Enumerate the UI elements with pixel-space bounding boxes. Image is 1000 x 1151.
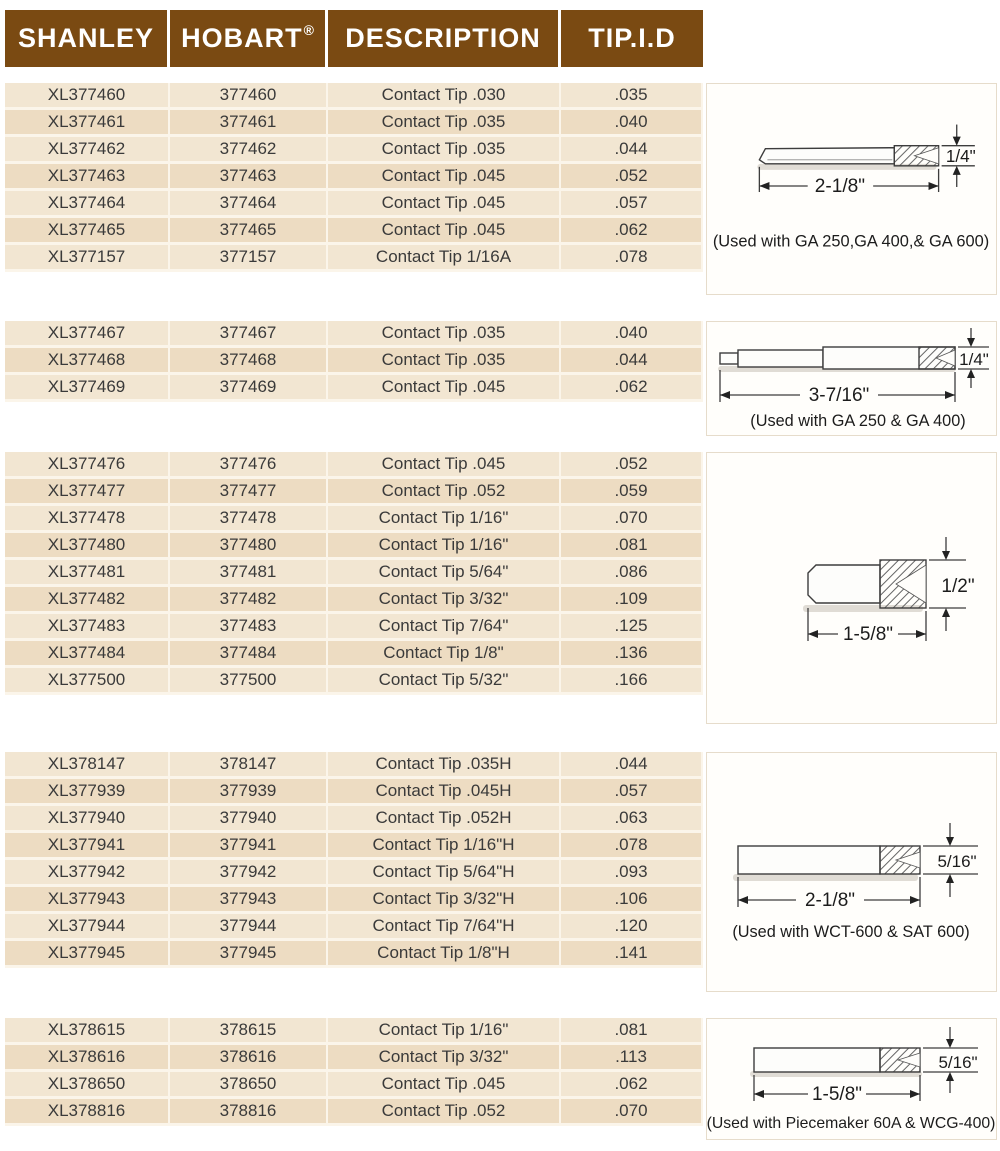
cell-tip-id: .044 xyxy=(561,752,703,779)
tip-drawing xyxy=(803,560,926,612)
cell-hobart: 377467 xyxy=(170,321,328,348)
parts-table-3 xyxy=(5,452,703,695)
length-dimension xyxy=(759,167,938,197)
cell-shanley: XL377483 xyxy=(5,614,170,641)
length-label: 1-5/8" xyxy=(842,624,894,645)
cell-shanley: XL377941 xyxy=(5,833,170,860)
catalog-section-3 xyxy=(0,452,1000,724)
cell-shanley: XL377943 xyxy=(5,887,170,914)
cell-hobart: 377483 xyxy=(170,614,328,641)
parts-table-4 xyxy=(5,752,703,968)
table-row xyxy=(5,1045,703,1072)
cell-description: Contact Tip .052H xyxy=(328,806,561,833)
column-header-hobart xyxy=(170,10,328,67)
cell-shanley: XL377481 xyxy=(5,560,170,587)
contact-tip-diagram-4 xyxy=(707,753,996,991)
cell-tip-id: .070 xyxy=(561,1099,703,1126)
table-row xyxy=(5,348,703,375)
table-row xyxy=(5,191,703,218)
cell-shanley: XL377469 xyxy=(5,375,170,402)
table-row xyxy=(5,164,703,191)
cell-description: Contact Tip .045 xyxy=(328,218,561,245)
cell-description: Contact Tip .035H xyxy=(328,752,561,779)
cell-tip-id: .081 xyxy=(561,533,703,560)
cell-tip-id: .109 xyxy=(561,587,703,614)
cell-hobart: 377460 xyxy=(170,83,328,110)
table-row xyxy=(5,452,703,479)
cell-tip-id: .125 xyxy=(561,614,703,641)
tip-drawing xyxy=(757,146,938,170)
column-header-description xyxy=(328,10,561,67)
cell-shanley: XL377464 xyxy=(5,191,170,218)
cell-tip-id: .070 xyxy=(561,506,703,533)
cell-description: Contact Tip 5/32" xyxy=(328,668,561,695)
usage-caption: (Used with GA 250 & GA 400) xyxy=(750,412,966,430)
table-row xyxy=(5,941,703,968)
cell-tip-id: .141 xyxy=(561,941,703,968)
cell-description: Contact Tip 1/8"H xyxy=(328,941,561,968)
diameter-label: 1/4" xyxy=(959,350,989,369)
diameter-label: 1/4" xyxy=(945,146,976,166)
diameter-label: 1/2" xyxy=(941,576,975,597)
cell-tip-id: .040 xyxy=(561,110,703,137)
cell-shanley: XL377461 xyxy=(5,110,170,137)
catalog-section-5 xyxy=(0,1018,1000,1140)
cell-shanley: XL377460 xyxy=(5,83,170,110)
usage-caption: (Used with GA 250,GA 400,& GA 600) xyxy=(712,232,990,251)
column-header-shanley-label: SHANLEY xyxy=(17,23,154,53)
table-row xyxy=(5,668,703,695)
cell-description: Contact Tip 1/16" xyxy=(328,1018,561,1045)
cell-description: Contact Tip 5/64" xyxy=(328,560,561,587)
table-row xyxy=(5,560,703,587)
cell-shanley: XL377467 xyxy=(5,321,170,348)
cell-hobart: 377945 xyxy=(170,941,328,968)
cell-description: Contact Tip 1/16"H xyxy=(328,833,561,860)
cell-shanley: XL377478 xyxy=(5,506,170,533)
table-row xyxy=(5,752,703,779)
column-header-description-label: DESCRIPTION xyxy=(345,23,541,53)
tip-drawing xyxy=(718,347,956,372)
length-dimension xyxy=(738,877,920,911)
column-header-hobart-label: HOBART xyxy=(181,23,303,53)
diagram-panel-5 xyxy=(706,1018,997,1140)
table-row xyxy=(5,914,703,941)
cell-description: Contact Tip 7/64" xyxy=(328,614,561,641)
cell-shanley: XL377940 xyxy=(5,806,170,833)
cell-hobart: 377944 xyxy=(170,914,328,941)
parts-table-1 xyxy=(5,83,703,272)
length-dimension xyxy=(720,370,955,406)
cell-hobart: 377482 xyxy=(170,587,328,614)
cell-shanley: XL378816 xyxy=(5,1099,170,1126)
cell-hobart: 377943 xyxy=(170,887,328,914)
cell-tip-id: .052 xyxy=(561,164,703,191)
cell-shanley: XL377476 xyxy=(5,452,170,479)
table-row xyxy=(5,321,703,348)
length-label: 3-7/16" xyxy=(808,385,870,406)
usage-caption: (Used with Piecemaker 60A & WCG-400) xyxy=(707,1115,996,1132)
table-row xyxy=(5,614,703,641)
cell-description: Contact Tip 1/16" xyxy=(328,533,561,560)
cell-shanley: XL377484 xyxy=(5,641,170,668)
diagram-panel-1 xyxy=(706,83,997,295)
tip-drawing xyxy=(733,846,920,881)
cell-description: Contact Tip 1/16" xyxy=(328,506,561,533)
table-row xyxy=(5,110,703,137)
cell-hobart: 378816 xyxy=(170,1099,328,1126)
cell-description: Contact Tip .045 xyxy=(328,375,561,402)
cell-hobart: 377941 xyxy=(170,833,328,860)
table-row xyxy=(5,1072,703,1099)
cell-shanley: XL378615 xyxy=(5,1018,170,1045)
cell-description: Contact Tip 3/32" xyxy=(328,587,561,614)
cell-tip-id: .063 xyxy=(561,806,703,833)
contact-tip-diagram-1 xyxy=(707,84,996,294)
cell-hobart: 377939 xyxy=(170,779,328,806)
table-row xyxy=(5,641,703,668)
cell-shanley: XL377462 xyxy=(5,137,170,164)
column-header-tipid-label: TIP.I.D xyxy=(588,23,676,53)
table-row xyxy=(5,833,703,860)
table-row xyxy=(5,1018,703,1045)
cell-description: Contact Tip 5/64"H xyxy=(328,860,561,887)
cell-shanley: XL377157 xyxy=(5,245,170,272)
contact-tip-diagram-5 xyxy=(707,1019,996,1139)
length-dimension xyxy=(808,608,926,645)
diameter-dimension xyxy=(958,328,989,388)
cell-shanley: XL377500 xyxy=(5,668,170,695)
table-row xyxy=(5,218,703,245)
parts-table-2 xyxy=(5,321,703,402)
catalog-section-1 xyxy=(0,83,1000,295)
cell-tip-id: .113 xyxy=(561,1045,703,1072)
catalog-section-4 xyxy=(0,752,1000,992)
cell-hobart: 377157 xyxy=(170,245,328,272)
cell-tip-id: .044 xyxy=(561,348,703,375)
cell-description: Contact Tip .035 xyxy=(328,321,561,348)
cell-hobart: 377461 xyxy=(170,110,328,137)
table-row xyxy=(5,506,703,533)
cell-description: Contact Tip .035 xyxy=(328,348,561,375)
cell-shanley: XL378650 xyxy=(5,1072,170,1099)
cell-tip-id: .062 xyxy=(561,218,703,245)
cell-hobart: 377942 xyxy=(170,860,328,887)
cell-description: Contact Tip .045H xyxy=(328,779,561,806)
cell-hobart: 377500 xyxy=(170,668,328,695)
diagram-panel-3 xyxy=(706,452,997,724)
cell-tip-id: .062 xyxy=(561,1072,703,1099)
registered-trademark-icon: ® xyxy=(303,22,315,38)
cell-tip-id: .093 xyxy=(561,860,703,887)
table-header xyxy=(5,10,703,67)
cell-tip-id: .081 xyxy=(561,1018,703,1045)
cell-shanley: XL377942 xyxy=(5,860,170,887)
cell-hobart: 377462 xyxy=(170,137,328,164)
cell-shanley: XL377482 xyxy=(5,587,170,614)
table-row xyxy=(5,806,703,833)
parts-table-5 xyxy=(5,1018,703,1126)
cell-tip-id: .052 xyxy=(561,452,703,479)
usage-caption: (Used with WCT-600 & SAT 600) xyxy=(732,923,970,941)
cell-description: Contact Tip .035 xyxy=(328,110,561,137)
cell-description: Contact Tip .030 xyxy=(328,83,561,110)
cell-tip-id: .057 xyxy=(561,779,703,806)
diameter-label: 5/16" xyxy=(938,1053,978,1072)
cell-description: Contact Tip 1/8" xyxy=(328,641,561,668)
cell-hobart: 377480 xyxy=(170,533,328,560)
cell-description: Contact Tip .052 xyxy=(328,1099,561,1126)
table-row xyxy=(5,83,703,110)
diameter-dimension xyxy=(923,823,978,897)
cell-hobart: 378650 xyxy=(170,1072,328,1099)
length-dimension xyxy=(754,1075,920,1105)
cell-description: Contact Tip .045 xyxy=(328,452,561,479)
table-row xyxy=(5,887,703,914)
diameter-dimension xyxy=(923,1027,978,1093)
cell-hobart: 378616 xyxy=(170,1045,328,1072)
catalog-section-2 xyxy=(0,321,1000,436)
cell-description: Contact Tip .045 xyxy=(328,1072,561,1099)
cell-tip-id: .106 xyxy=(561,887,703,914)
table-row xyxy=(5,860,703,887)
cell-tip-id: .062 xyxy=(561,375,703,402)
diameter-dimension xyxy=(929,537,975,631)
diameter-dimension xyxy=(942,125,976,187)
cell-tip-id: .040 xyxy=(561,321,703,348)
cell-shanley: XL377945 xyxy=(5,941,170,968)
table-row xyxy=(5,1099,703,1126)
cell-tip-id: .120 xyxy=(561,914,703,941)
cell-shanley: XL377939 xyxy=(5,779,170,806)
cell-tip-id: .136 xyxy=(561,641,703,668)
contact-tip-diagram-2 xyxy=(707,322,996,435)
cell-shanley: XL377465 xyxy=(5,218,170,245)
cell-hobart: 378615 xyxy=(170,1018,328,1045)
cell-description: Contact Tip .045 xyxy=(328,191,561,218)
table-row xyxy=(5,587,703,614)
cell-tip-id: .086 xyxy=(561,560,703,587)
cell-description: Contact Tip 3/32" xyxy=(328,1045,561,1072)
cell-hobart: 377468 xyxy=(170,348,328,375)
cell-tip-id: .044 xyxy=(561,137,703,164)
cell-hobart: 377465 xyxy=(170,218,328,245)
cell-shanley: XL377944 xyxy=(5,914,170,941)
cell-shanley: XL377477 xyxy=(5,479,170,506)
cell-tip-id: .059 xyxy=(561,479,703,506)
cell-tip-id: .166 xyxy=(561,668,703,695)
table-row xyxy=(5,779,703,806)
table-row xyxy=(5,137,703,164)
cell-hobart: 377478 xyxy=(170,506,328,533)
cell-tip-id: .078 xyxy=(561,833,703,860)
contact-tip-diagram-3 xyxy=(707,453,996,723)
length-label: 2-1/8" xyxy=(804,890,856,911)
cell-tip-id: .057 xyxy=(561,191,703,218)
cell-description: Contact Tip .052 xyxy=(328,479,561,506)
cell-hobart: 377477 xyxy=(170,479,328,506)
diameter-label: 5/16" xyxy=(937,852,977,871)
length-label: 2-1/8" xyxy=(814,176,866,198)
cell-hobart: 377469 xyxy=(170,375,328,402)
cell-description: Contact Tip .045 xyxy=(328,164,561,191)
cell-hobart: 377484 xyxy=(170,641,328,668)
cell-description: Contact Tip 1/16A xyxy=(328,245,561,272)
cell-hobart: 377463 xyxy=(170,164,328,191)
column-header-shanley xyxy=(5,10,170,67)
diagram-panel-2 xyxy=(706,321,997,436)
cell-hobart: 378147 xyxy=(170,752,328,779)
tip-drawing xyxy=(750,1048,922,1077)
cell-shanley: XL378147 xyxy=(5,752,170,779)
cell-shanley: XL378616 xyxy=(5,1045,170,1072)
cell-hobart: 377464 xyxy=(170,191,328,218)
cell-hobart: 377481 xyxy=(170,560,328,587)
column-header-tipid xyxy=(561,10,703,67)
cell-hobart: 377476 xyxy=(170,452,328,479)
cell-tip-id: .078 xyxy=(561,245,703,272)
table-row xyxy=(5,479,703,506)
cell-description: Contact Tip 7/64"H xyxy=(328,914,561,941)
table-row xyxy=(5,375,703,402)
cell-shanley: XL377480 xyxy=(5,533,170,560)
cell-tip-id: .035 xyxy=(561,83,703,110)
cell-shanley: XL377468 xyxy=(5,348,170,375)
cell-description: Contact Tip 3/32"H xyxy=(328,887,561,914)
diagram-panel-4 xyxy=(706,752,997,992)
table-row xyxy=(5,245,703,272)
table-row xyxy=(5,533,703,560)
cell-description: Contact Tip .035 xyxy=(328,137,561,164)
cell-hobart: 377940 xyxy=(170,806,328,833)
cell-shanley: XL377463 xyxy=(5,164,170,191)
length-label: 1-5/8" xyxy=(811,1084,863,1105)
